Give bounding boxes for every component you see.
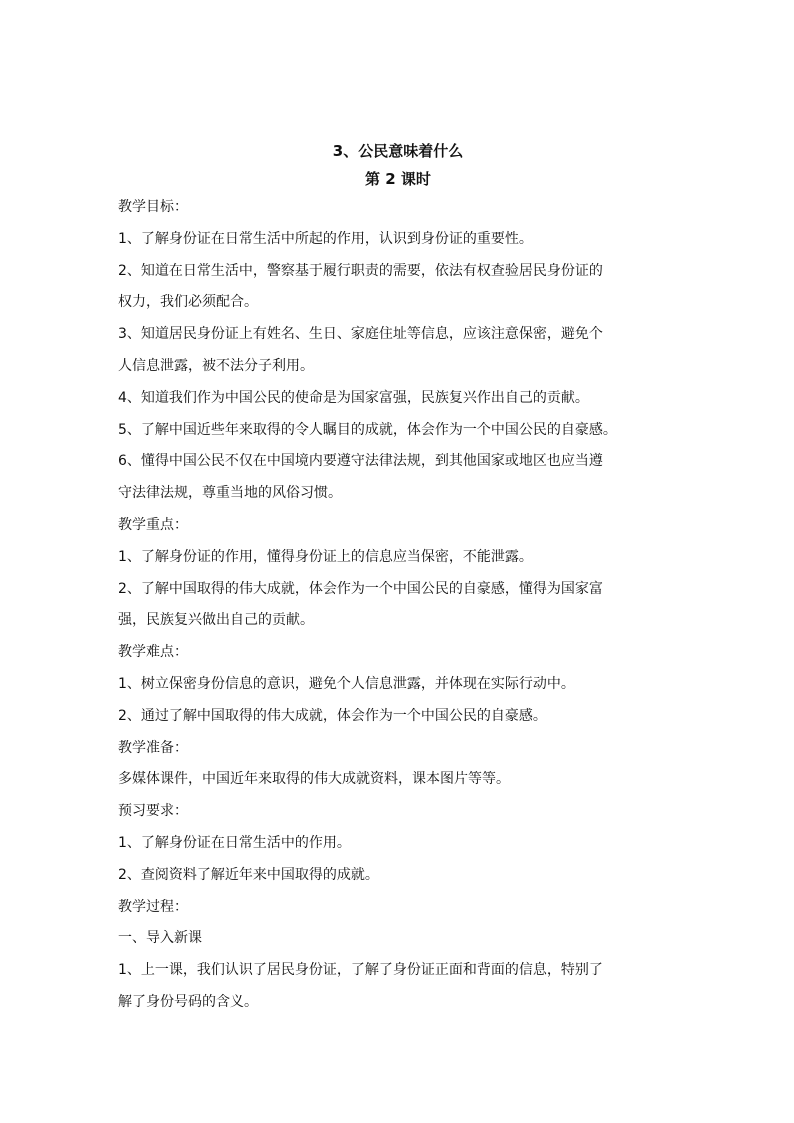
paragraph-line: 6、懂得中国公民不仅在中国境内要遵守法律法规，到其他国家或地区也应当遵	[118, 453, 603, 470]
paragraph-line: 人信息泄露，被不法分子利用。	[118, 357, 314, 374]
paragraph-line: 2、通过了解中国取得的伟大成就，体会作为一个中国公民的自豪感。	[118, 707, 547, 724]
paragraph-line: 2、知道在日常生活中，警察基于履行职责的需要，依法有权查验居民身份证的	[118, 262, 603, 279]
paragraph-line: 1、了解身份证在日常生活中的作用。	[118, 834, 351, 851]
paragraph-line: 4、知道我们作为中国公民的使命是为国家富强，民族复兴作出自己的贡献。	[118, 389, 589, 406]
section-heading-objectives: 教学目标：	[118, 199, 188, 215]
paragraph-line: 1、树立保密身份信息的意识，避免个人信息泄露，并体现在实际行动中。	[118, 675, 575, 692]
subsection-heading: 一、导入新课	[118, 930, 202, 947]
paragraph-line: 解了身份号码的含义。	[118, 993, 258, 1010]
section-heading-preparation: 教学准备：	[118, 739, 188, 756]
paragraph-line: 多媒体课件，中国近年来取得的伟大成就资料，课本图片等等。	[118, 771, 510, 788]
document-body	[118, 138, 678, 1019]
paragraph-line: 5、了解中国近些年来取得的令人瞩目的成就，体会作为一个中国公民的自豪感。	[118, 421, 617, 438]
section-heading-difficulties: 教学难点：	[118, 644, 188, 661]
section-heading-process: 教学过程：	[118, 898, 188, 915]
paragraph-line: 权力，我们必须配合。	[118, 294, 258, 311]
section-heading-key-points: 教学重点：	[118, 516, 188, 533]
paragraph-line: 守法律法规，尊重当地的风俗习惯。	[118, 485, 342, 502]
paragraph-line: 2、查阅资料了解近年来中国取得的成就。	[118, 866, 379, 883]
paragraph-line: 1、了解身份证在日常生活中所起的作用，认识到身份证的重要性。	[118, 230, 533, 247]
document-title: 3、公民意味着什么	[332, 142, 464, 160]
paragraph-line: 1、了解身份证的作用，懂得身份证上的信息应当保密，不能泄露。	[118, 548, 533, 565]
paragraph-line: 1、上一课，我们认识了居民身份证，了解了身份证正面和背面的信息，特别了	[118, 962, 603, 979]
section-heading-preview: 预习要求：	[118, 803, 188, 820]
paragraph-line: 强，民族复兴做出自己的贡献。	[118, 612, 314, 629]
paragraph-line: 3、知道居民身份证上有姓名、生日、家庭住址等信息，应该注意保密，避免个	[118, 326, 603, 343]
document-subtitle: 第 2 课时	[365, 170, 431, 188]
paragraph-line: 2、了解中国取得的伟大成就，体会作为一个中国公民的自豪感，懂得为国家富	[118, 580, 603, 597]
